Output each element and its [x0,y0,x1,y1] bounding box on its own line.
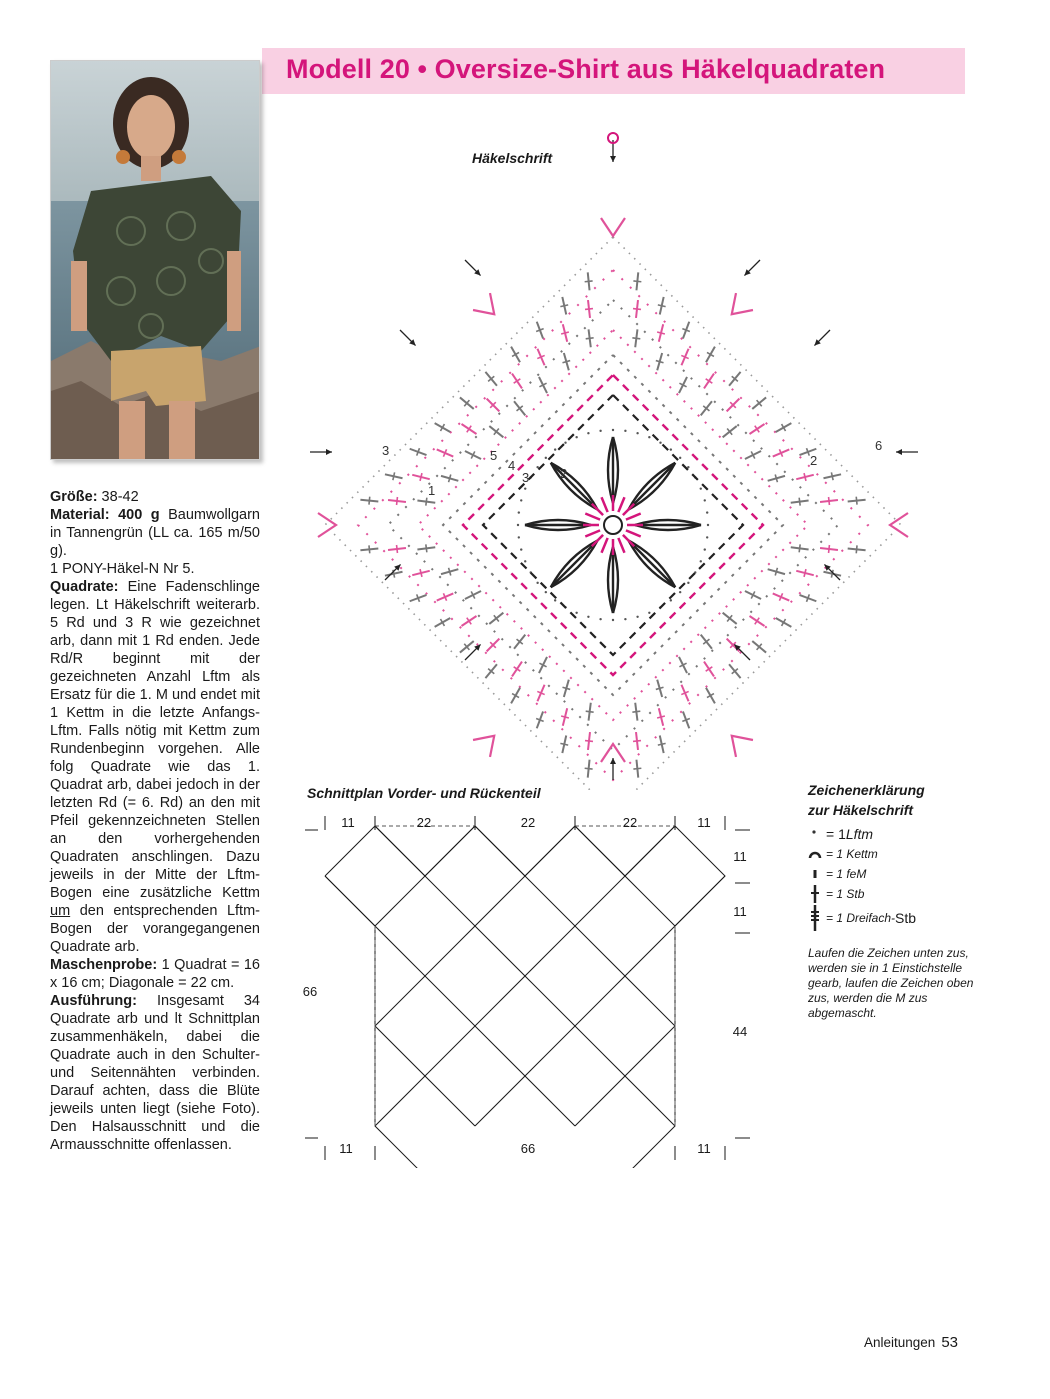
chain-dot [564,442,566,444]
inner-stitch [623,504,634,515]
stb-row-pink-bar [420,569,422,577]
row-number: 2 [560,466,568,481]
chain-dot [687,582,689,584]
stb-row-gray-outer-bar [856,545,857,553]
stb-row-gray-outer-bar [633,281,641,282]
stb-row-pink-bar [585,309,593,310]
row-4-stitches [463,375,763,675]
chain-dot [599,618,601,620]
corner-v-stitch [890,513,908,537]
stb-row-pink-bar [804,473,806,481]
gauge-label: Maschenprobe: [50,957,158,973]
stb-row-pink-bar [397,545,398,553]
petal [608,547,618,613]
legend-stb-text: = 1 Stb [826,887,865,901]
legend-title-2: zur Häkelschrift [808,802,914,818]
inner-stitch [602,538,608,553]
stb-row-gray-bar [799,498,800,506]
stb-row-gray-bar [426,498,427,506]
legend-kettm-text: = 1 Kettm [826,847,878,861]
footer [864,1334,958,1351]
stb-row-pink-bar [561,332,569,334]
plan-top-3: 22 [520,815,536,830]
plan-bottom-2: 66 [520,1141,536,1156]
chain-dot [518,536,520,538]
legend-lftm-prefix: = 1 [826,826,846,842]
row-8-stitches [358,270,868,780]
row-number: 5 [490,448,498,463]
stb-row-gray-outer-bar [658,743,666,745]
inner-stitch [602,497,608,512]
stb-row-gray-bar [449,474,451,482]
cutting-plan [300,808,770,1168]
stb-row-gray-outer-bar [369,497,370,505]
chain-dot [636,432,638,434]
squares-text: Eine Fadenschlinge legen. Lt Häkelschrift weiterarb. 5 Rd und 3 R wie gezeichnet arb, dann mit 1 Rd enden. Jede Rd/R beginnt mit der gezeichneten Anzahl Lftm als Ersatz für die 1. M und endet mit 1 Kettm in die letzte Anfangs-Lftm. Falls nötig mit Kettm zum Rundenbeginn vorgehen. Alle folg Quadrate wie das 1. Quadrat arb, dabei jedoch in der letzten Rd (= 6. Rd) an den mit Pfeil gekennzeichneten Stellen an den vorhergehenden Quadraten anschlingen. Dazu jeweils in der Mitte der Lftm-Bogen eine zusätzliche Kettm [50,579,260,901]
page-title: Modell 20 • Oversize-Shirt aus Häkelquadraten [286,54,886,84]
inner-stitch [585,514,600,520]
stb-row-gray-bar [586,338,594,339]
row-number: 4 [508,458,516,473]
title-bar [262,48,965,94]
size-label: Größe: [50,489,98,505]
stb-row-pink-bar [657,332,665,334]
arc-icon [808,844,824,864]
chain-dot [624,618,626,620]
stb-icon [808,884,824,904]
chain-dot [518,511,520,513]
legend-fem-text: = 1 feM [826,867,867,881]
stb-row-gray-bar [562,687,570,689]
plan-right-2: 11 [733,904,747,919]
stb-row-gray-outer-bar [658,305,666,307]
size-value: 38-42 [97,489,139,505]
row-6-stitches [418,330,808,720]
chain-dot [706,536,708,538]
chain-dot [575,612,577,614]
model-photo [50,60,260,460]
arrow-head-icon [896,449,902,455]
outer-chain-row [325,237,901,790]
legend-dreifach-suffix: Stb [895,910,917,926]
inner-stitch [585,530,600,536]
stb-row-gray-bar [775,474,777,482]
dot-icon [808,824,824,844]
plan-right-1: 11 [733,849,747,864]
material-amount: 400 g [109,507,160,523]
chart-title: Häkelschrift [472,150,553,166]
plan-top-4: 22 [622,815,638,830]
chain-dot [554,448,556,450]
corner-v-stitch [723,293,753,323]
chain-dot [517,524,519,526]
stb-row-pink-bar [633,741,641,742]
material-text: Baumwollgarn in Tannengrün (LL ca. 165 m/50 g). [50,507,260,559]
inner-stitch [623,535,634,546]
stb-row-pink-bar [657,716,665,718]
chain-dot [648,436,650,438]
stb-row-pink-bar [829,545,830,553]
legend-item-dreifach [808,904,978,932]
squares-um: um [50,903,71,919]
inner-stitch [618,497,624,512]
chain-dot [575,436,577,438]
chain-dot [704,548,706,550]
plan-top-2: 22 [416,815,432,830]
arrow-head-icon [610,156,616,162]
chain-dot [524,560,526,562]
chain-dot [679,591,681,593]
short-bar-icon [808,864,824,884]
inner-stitch [592,535,603,546]
legend-note: Laufen die Zeichen unten zus, werden sie in 1 Einstichstelle gearb, laufen die Zeichen oben zus, werden die M zus abgemascht. [808,946,974,1020]
chain-dot [707,524,709,526]
chain-dot [700,487,702,489]
center-ring [604,516,622,534]
execution-text: Insgesamt 34 Quadrate arb und lt Schnittplan zusammenhäkeln, dabei die Quadrate auch in den Schulter- und Seitennähten verbinden. Darauf achten, dass die Blüte jeweils unten liegt (siehe Foto). Den Halsausschnitt und die Armausschnitte offenlassen. [50,993,260,1153]
stb-row-pink-bar [585,741,593,742]
row-3-stitches [483,395,743,655]
execution-label: Ausführung: [50,993,137,1009]
material-label: Material: [50,507,110,523]
stb-row-gray-bar [656,361,664,363]
arrow-head-icon [610,758,616,764]
legend-dreifach-text: = 1 Dreifach- [826,911,896,925]
stb-row-gray-outer-bar [856,497,857,505]
stb-row-gray-outer-bar [369,545,370,553]
legend-item-lftm [808,824,978,844]
stb-row-gray-outer-bar [393,472,395,480]
chain-dot [545,457,547,459]
petal [525,520,591,530]
footer-section: Anleitungen [864,1335,936,1350]
stb-row-gray-bar [586,711,594,712]
stb-row-pink-bar [633,309,641,310]
chain-dot [612,619,614,621]
stb-row-gray-bar [656,687,664,689]
squares-label: Quadrate: [50,579,119,595]
chain-dot [536,582,538,584]
squares-text-end: den entsprechenden Lftm-Bogen der vorangegangenen Quadrate arb. [50,903,260,955]
row-7-stitches [388,300,838,750]
stb-row-gray-outer-bar [585,768,593,769]
chain-dot [545,591,547,593]
plan-top-5: 11 [697,815,711,830]
plan-bottom-1: 11 [339,1141,353,1156]
dreifach-stb-icon [808,904,824,932]
stb-row-gray-outer-bar [560,305,568,307]
chain-dot [700,560,702,562]
petal [608,437,618,503]
stb-row-pink-bar [804,569,806,577]
row-number: 1 [428,483,436,498]
inner-stitch [626,514,641,520]
chain-dot [704,499,706,501]
corner-v-stitch [318,513,336,537]
stb-row-gray-bar [426,544,427,552]
stb-row-gray-bar [775,568,777,576]
stb-row-gray-bar [562,361,570,363]
corner-v-stitch [473,727,503,757]
crochet-chart [290,120,950,790]
stb-row-pink-bar [829,497,830,505]
stb-row-pink-bar [561,716,569,718]
plan-right-3: 44 [732,1024,748,1039]
plan-left: 66 [302,984,318,999]
row-number: 3 [382,443,390,458]
stb-row-gray-outer-bar [831,472,833,480]
inner-stitch [618,538,624,553]
gauge-text: 1 Quadrat = 16 x 16 cm; Diagonale = 22 cm. [50,957,260,991]
chain-dot [612,429,614,431]
inner-stitch [626,530,641,536]
stb-row-pink-bar [397,497,398,505]
petal [635,520,701,530]
model-photo-illustration [51,61,260,460]
chain-dot [624,430,626,432]
corner-v-stitch [601,218,625,236]
chain-dot [524,487,526,489]
chain-dot [659,442,661,444]
chain-dot [520,548,522,550]
legend-item-fem [808,864,978,884]
legend-title-1: Zeichenerklärung [808,782,925,798]
stb-row-gray-outer-bar [585,281,593,282]
chain-dot [554,599,556,601]
chain-dot [670,599,672,601]
row-number: 3 [522,470,530,485]
stb-row-gray-bar [632,338,640,339]
corner-v-stitch [473,293,503,323]
chain-dot [670,448,672,450]
stb-row-gray-bar [449,568,451,576]
chain-dot [706,511,708,513]
instructions-text [50,488,260,1154]
legend-item-stb [808,884,978,904]
chain-dot [679,457,681,459]
stb-row-pink-bar [420,473,422,481]
legend [808,780,978,1021]
row-number: 6 [875,438,883,453]
stb-row-gray-bar [799,544,800,552]
page-number: 53 [941,1334,958,1351]
stb-row-gray-outer-bar [633,768,641,769]
chain-dot [587,616,589,618]
inner-stitch [592,504,603,515]
hook-text: 1 PONY-Häkel-N Nr 5. [50,561,195,577]
chain-dot [587,432,589,434]
chain-dot [636,616,638,618]
plan-title: Schnittplan Vorder- und Rückenteil [307,785,541,801]
corner-v-stitch [723,727,753,757]
chain-dot [599,430,601,432]
stb-row-gray-bar [632,711,640,712]
legend-lftm-text: Lftm [845,826,874,842]
plan-top-1: 11 [341,815,355,830]
chain-dot [648,612,650,614]
stb-row-gray-outer-bar [560,743,568,745]
legend-item-kettm [808,844,978,864]
plan-bottom-3: 11 [697,1141,711,1156]
chain-dot [520,499,522,501]
arrow-head-icon [326,449,332,455]
row-number: 2 [810,453,818,468]
